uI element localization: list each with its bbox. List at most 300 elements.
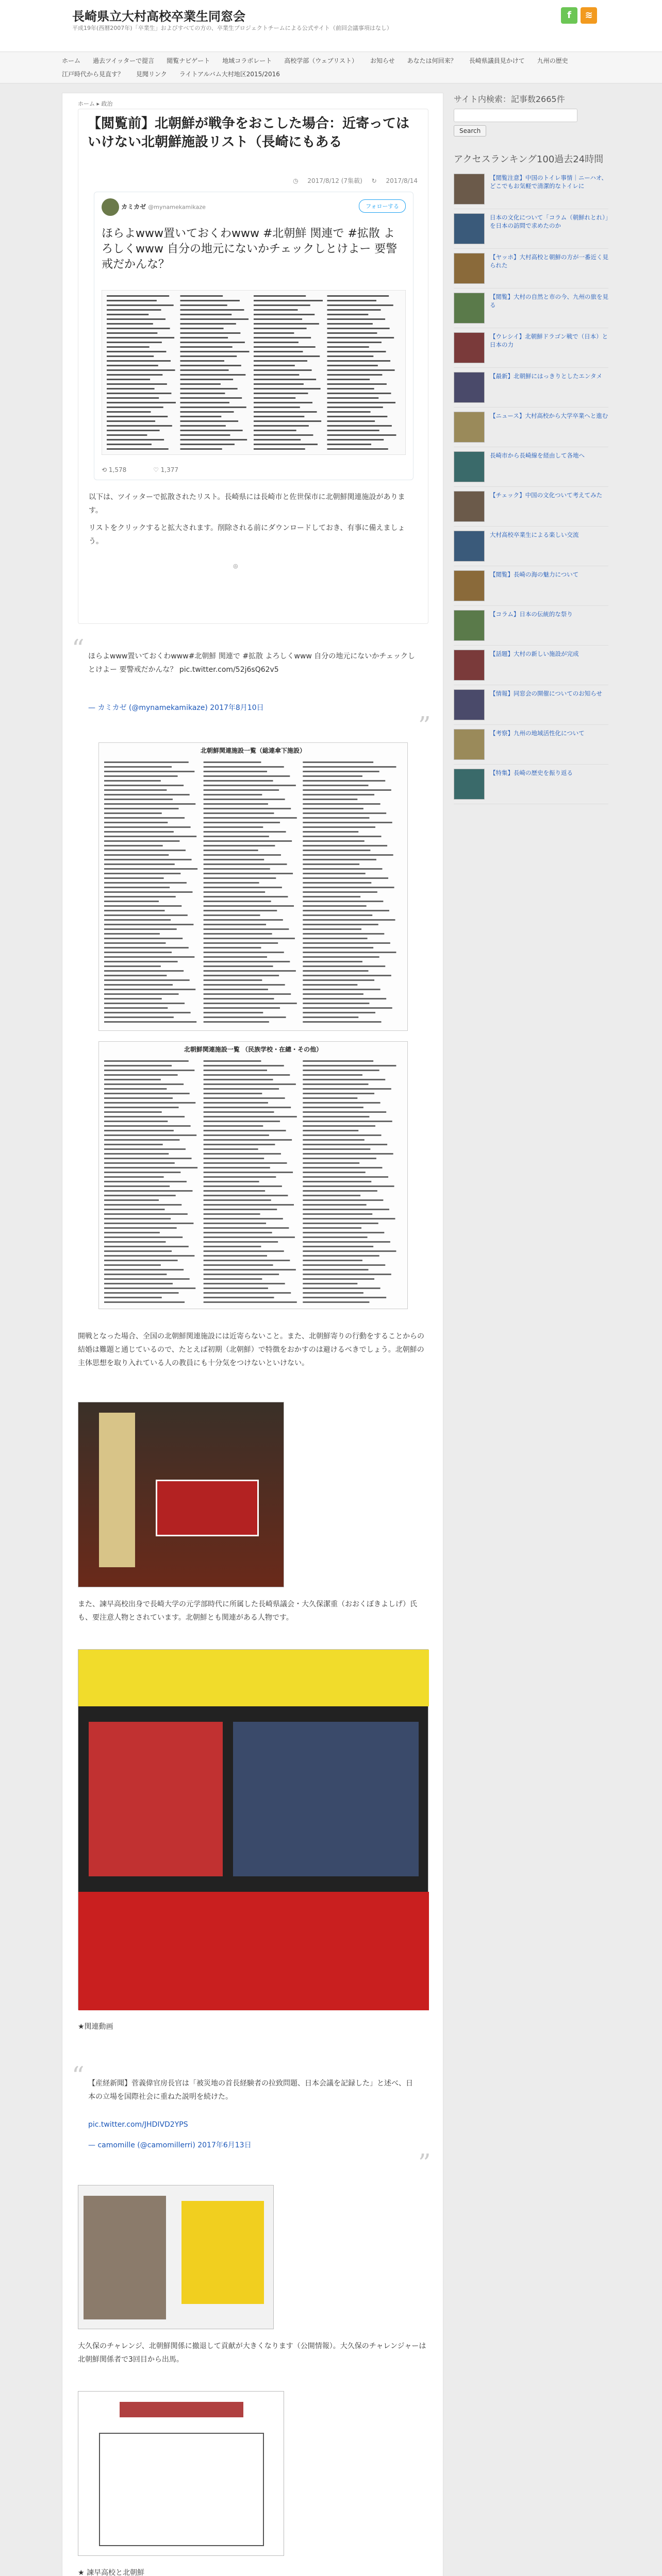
document-line xyxy=(303,789,391,791)
ranking-thumbnail[interactable] xyxy=(454,213,485,244)
nav-row-1 xyxy=(62,56,568,65)
document-line xyxy=(327,309,381,311)
document-line xyxy=(204,933,272,935)
document-line xyxy=(303,961,362,962)
document-line xyxy=(303,1139,364,1141)
document-line xyxy=(180,388,238,389)
document-line xyxy=(254,355,320,357)
document-line xyxy=(327,383,387,385)
document-line xyxy=(327,328,390,329)
document-line xyxy=(327,416,388,417)
document-line xyxy=(303,1125,375,1127)
document-line xyxy=(107,369,175,371)
document-line xyxy=(204,840,292,842)
document-line xyxy=(303,1195,360,1196)
document-line xyxy=(303,1093,374,1094)
nav-item[interactable]: あなたは何回来？ xyxy=(407,57,457,64)
document-line xyxy=(204,1083,296,1085)
embed-footer: ◎ xyxy=(233,563,238,569)
document-line xyxy=(180,342,245,343)
document-line xyxy=(303,840,364,842)
document-line xyxy=(204,1079,273,1080)
ranking-thumbnail[interactable] xyxy=(454,293,485,324)
document-line xyxy=(104,1139,179,1141)
document-line xyxy=(104,859,192,860)
document-line xyxy=(204,1283,285,1284)
ranking-link[interactable]: 【話題】大村の新しい施設が完成 xyxy=(490,650,579,657)
document-line xyxy=(254,346,316,348)
document-line xyxy=(107,379,150,380)
ranking-thumbnail[interactable] xyxy=(454,610,485,641)
tweet-quote-attribution[interactable]: — camomille (@camomillerri) 2017年6月13日 xyxy=(88,2141,252,2149)
document-line xyxy=(204,877,276,879)
ranking-item[interactable] xyxy=(454,725,608,765)
document-line xyxy=(107,318,166,320)
document-line xyxy=(204,1012,263,1013)
document-line xyxy=(303,1074,362,1076)
ranking-item[interactable] xyxy=(454,447,608,487)
document-line xyxy=(180,439,247,440)
document-line xyxy=(254,365,295,366)
ranking-item[interactable] xyxy=(454,249,608,289)
poster-header xyxy=(78,1650,429,1706)
protest-photo[interactable] xyxy=(78,1402,284,1587)
ranking-item[interactable] xyxy=(454,566,608,606)
ranking-thumbnail[interactable] xyxy=(454,689,485,720)
document-line xyxy=(204,1269,296,1270)
document-line xyxy=(104,947,189,948)
document-line xyxy=(254,416,304,417)
document-line xyxy=(104,1185,170,1187)
nav-item[interactable]: 地域コラボレート xyxy=(222,57,272,64)
image-caption: 北朝鮮関連施設一覧 （民族学校・在總・その他） xyxy=(184,1046,323,1053)
document-line xyxy=(303,1297,386,1298)
document-line xyxy=(303,761,373,763)
document-line xyxy=(104,1241,166,1243)
document-line xyxy=(303,803,380,805)
ranking-link[interactable]: 【情報】同窓会の開催についてのお知らせ xyxy=(490,690,602,697)
nav-item[interactable]: 高校学部（ウェブリスト） xyxy=(284,57,358,64)
document-line xyxy=(107,411,151,413)
retweet-icon[interactable]: ⟲ 1,578 xyxy=(102,466,127,473)
document-line xyxy=(204,1130,286,1131)
document-line xyxy=(303,1021,381,1023)
document-line xyxy=(303,1199,383,1201)
document-line xyxy=(204,1250,284,1252)
nav-item[interactable]: 江戸時代から見直す？ xyxy=(62,71,124,78)
document-line xyxy=(204,961,290,962)
document-line xyxy=(104,863,175,865)
document-line xyxy=(204,1088,279,1090)
document-line xyxy=(303,1250,396,1252)
document-line xyxy=(104,896,176,897)
document-line xyxy=(204,1021,269,1023)
document-line xyxy=(204,1218,283,1219)
document-line xyxy=(303,924,378,925)
document-line xyxy=(303,914,372,916)
ranking-item[interactable] xyxy=(454,408,608,447)
nav-item[interactable]: 九州の歴史 xyxy=(537,57,568,64)
document-line xyxy=(303,1181,371,1182)
document-line xyxy=(327,369,395,371)
poster-footer xyxy=(78,1892,429,2010)
search-button[interactable]: Search xyxy=(454,125,486,137)
document-line xyxy=(204,993,291,995)
ranking-thumbnail[interactable] xyxy=(454,531,485,562)
diagram-frame xyxy=(99,2433,264,2546)
nav-item[interactable]: お知らせ xyxy=(370,57,395,64)
document-line xyxy=(204,975,279,976)
document-line xyxy=(104,1181,187,1182)
document-line xyxy=(327,374,383,376)
search-heading: サイト内検索：記事数2665件 xyxy=(454,94,565,104)
document-line xyxy=(327,295,389,297)
tweet-quote-attribution[interactable]: — カミカゼ (@mynamekamikaze) 2017年8月10日 xyxy=(88,704,264,712)
document-line xyxy=(107,360,171,362)
document-line xyxy=(204,1204,294,1206)
document-line xyxy=(254,388,321,389)
document-line xyxy=(107,351,166,352)
document-line xyxy=(204,1301,297,1303)
ranking-thumbnail[interactable] xyxy=(454,729,485,760)
document-line xyxy=(104,1107,179,1108)
document-line xyxy=(303,952,396,953)
document-line xyxy=(204,1074,290,1076)
tweet-quote-link[interactable]: pic.twitter.com/JHDIVD2YPS xyxy=(88,2121,188,2129)
ranking-item[interactable] xyxy=(454,487,608,527)
nav-item[interactable]: 過去ツイッターで提言 xyxy=(93,57,155,64)
rss-icon[interactable]: ≋ xyxy=(581,7,597,24)
site-title[interactable]: 長崎県立大村高校卒業生同窓会 xyxy=(72,9,245,24)
document-line xyxy=(303,1148,370,1150)
ranking-link[interactable]: 【特集】長崎の歴史を振り返る xyxy=(490,769,573,776)
document-line xyxy=(104,1172,180,1173)
document-line xyxy=(303,979,374,981)
document-line xyxy=(104,1012,191,1013)
facility-list-image[interactable] xyxy=(98,742,408,1031)
document-line xyxy=(303,1190,377,1192)
document-line xyxy=(303,1097,357,1099)
document-line xyxy=(254,360,307,362)
search-input[interactable] xyxy=(454,109,577,122)
document-line xyxy=(204,1093,262,1094)
ranking-link[interactable]: 【コラム】日本の伝統的な祭り xyxy=(490,611,573,618)
ranking-thumbnail[interactable] xyxy=(454,174,485,205)
poster-image[interactable] xyxy=(78,1649,428,2010)
document-line xyxy=(303,836,381,837)
document-line xyxy=(303,1292,363,1294)
document-line xyxy=(180,425,226,427)
ranking-thumbnail[interactable] xyxy=(454,372,485,403)
document-line xyxy=(104,826,191,828)
document-line xyxy=(180,328,224,329)
body-paragraph: 以下は、ツイッターで拡散されたリスト。長崎県には長崎市と佐世保市に北朝鮮関連施設があります。 xyxy=(89,493,405,515)
document-line xyxy=(104,993,179,995)
nav-item[interactable]: 閲覧ナビゲート xyxy=(167,57,210,64)
ranking-item[interactable] xyxy=(454,368,608,408)
document-line xyxy=(204,942,278,944)
document-line xyxy=(107,374,162,376)
tweet-author-handle[interactable]: @mynamekamikaze xyxy=(148,204,206,211)
document-line xyxy=(204,970,296,972)
ranking-item[interactable] xyxy=(454,170,608,209)
ranking-item[interactable] xyxy=(454,646,608,685)
document-line xyxy=(104,1162,175,1164)
document-line xyxy=(180,346,233,348)
ranking-thumbnail[interactable] xyxy=(454,570,485,601)
ranking-item[interactable] xyxy=(454,765,608,804)
document-line xyxy=(254,434,313,436)
document-line xyxy=(254,314,315,315)
document-line xyxy=(327,323,373,325)
politician-poster[interactable] xyxy=(78,2185,274,2329)
ranking-link[interactable]: 【最新】北朝鮮にはっきりとしたエンタメ xyxy=(490,372,603,380)
document-line xyxy=(107,444,152,445)
document-line xyxy=(303,1287,380,1289)
post-meta xyxy=(88,176,418,185)
document-line xyxy=(327,439,384,440)
ranking-thumbnail[interactable] xyxy=(454,769,485,800)
document-line xyxy=(327,332,377,334)
nav-item[interactable]: 見聞リンク xyxy=(136,71,167,78)
document-line xyxy=(303,1185,394,1187)
nav-item[interactable]: ライトアルバム大村地区2015/2016 xyxy=(179,71,280,78)
document-line xyxy=(303,771,379,772)
document-line xyxy=(204,1111,274,1113)
refresh-icon: ↻ xyxy=(371,177,377,184)
document-line xyxy=(303,1060,373,1062)
document-line xyxy=(327,393,391,394)
feedly-icon[interactable]: f xyxy=(561,7,577,24)
document-line xyxy=(104,1097,173,1099)
document-line xyxy=(303,947,373,948)
document-line xyxy=(104,836,196,837)
document-line xyxy=(327,314,369,315)
follow-button[interactable]: フォローする xyxy=(359,199,406,213)
tweet-text: ほらよwww置いておくわwww #北朝鮮 関連で #拡散 よろしくwww 自分の地元にないかチェックしとけよー 要警戒だかんな？ xyxy=(102,227,398,271)
ranking-item[interactable] xyxy=(454,685,608,725)
document-line xyxy=(180,420,239,422)
document-line xyxy=(204,1167,270,1168)
document-line xyxy=(303,799,357,800)
document-line xyxy=(303,868,382,870)
document-line xyxy=(204,1264,273,1266)
document-line xyxy=(204,859,264,860)
document-line xyxy=(204,799,285,800)
document-line xyxy=(104,785,184,786)
document-line xyxy=(180,444,235,445)
nav-item[interactable]: 長崎県議員見かけて xyxy=(469,57,525,64)
document-line xyxy=(204,956,267,958)
ranking-thumbnail[interactable] xyxy=(454,451,485,482)
document-line xyxy=(104,1301,185,1303)
document-line xyxy=(204,1158,264,1159)
document-line xyxy=(104,933,160,935)
ranking-link[interactable]: 【考察】九州の地域活性化について xyxy=(490,730,585,737)
document-line xyxy=(204,836,269,837)
document-line xyxy=(303,956,379,958)
document-line xyxy=(104,1148,186,1150)
document-line xyxy=(254,328,307,329)
document-line xyxy=(104,845,163,846)
document-line xyxy=(104,822,168,823)
list-document-image[interactable] xyxy=(102,290,406,455)
document-line xyxy=(104,1125,191,1127)
ranking-link[interactable]: 大村高校卒業生による楽しい交流 xyxy=(490,531,579,538)
document-line xyxy=(303,766,396,768)
document-line xyxy=(204,794,262,795)
ranking-link[interactable]: 【閲覧注意】中国のトイレ事情｜ニーハオ、どこでもお気軽で清潔的なトイレに xyxy=(490,174,607,190)
document-table xyxy=(99,756,407,1029)
document-line xyxy=(104,799,173,800)
document-line xyxy=(204,1292,291,1294)
document-line xyxy=(104,1199,159,1201)
poster-panel xyxy=(233,1722,419,1876)
ranking-link[interactable]: 【閲覧】大村の自然と市の今、九州の旅を見る xyxy=(490,293,608,309)
document-line xyxy=(104,775,178,777)
breadcrumb[interactable]: ホーム ▸ 政治 xyxy=(78,100,113,107)
document-line xyxy=(254,323,319,325)
document-line xyxy=(204,766,284,768)
document-line xyxy=(204,1162,287,1164)
document-line xyxy=(104,979,190,981)
document-line xyxy=(327,448,388,450)
document-line xyxy=(303,1172,365,1173)
document-line xyxy=(104,1190,192,1192)
document-line xyxy=(204,887,282,888)
document-line xyxy=(107,304,174,306)
document-line xyxy=(107,383,167,385)
document-line xyxy=(104,914,188,916)
document-line xyxy=(303,1255,379,1257)
document-line xyxy=(180,304,227,306)
body-paragraph: 大久保のチャレンジ、北朝鮮関係に撤退して貢献が大きくなります（公開情報）。大久保のチャレンジャーは北朝鮮関係者で3回目から出馬。 xyxy=(78,2342,426,2364)
document-line xyxy=(204,850,258,851)
document-line xyxy=(104,1278,190,1280)
document-line xyxy=(204,919,283,921)
document-line xyxy=(254,444,318,445)
document-line xyxy=(204,998,274,999)
poster-panel xyxy=(89,1722,223,1876)
document-line xyxy=(303,1213,372,1215)
document-line xyxy=(180,295,223,297)
document-line xyxy=(303,1232,384,1233)
document-line xyxy=(180,337,228,338)
document-line xyxy=(104,1227,177,1229)
ranking-item[interactable] xyxy=(454,209,608,249)
nav-item[interactable]: ホーム xyxy=(62,57,81,64)
ranking-thumbnail[interactable] xyxy=(454,332,485,363)
document-line xyxy=(104,1232,160,1233)
document-line xyxy=(303,775,362,777)
document-line xyxy=(104,761,189,763)
document-line xyxy=(104,942,166,944)
document-line xyxy=(254,393,308,394)
ranking-link[interactable]: 日本の文化について「コラム（朝鮮れとれ）」を日本の訪問で求めたのか xyxy=(490,214,608,229)
document-line xyxy=(254,369,312,371)
document-line xyxy=(107,342,162,343)
document-line xyxy=(104,1255,194,1257)
document-line xyxy=(104,901,159,902)
document-line xyxy=(303,1162,359,1164)
document-line xyxy=(303,1246,373,1247)
ranking-item[interactable] xyxy=(454,328,608,368)
document-line xyxy=(104,808,179,809)
document-line xyxy=(104,891,192,893)
document-line xyxy=(204,1007,280,1009)
like-icon[interactable]: ♡ 1,377 xyxy=(153,466,178,473)
document-line xyxy=(303,812,386,814)
document-line xyxy=(107,434,147,436)
document-line xyxy=(254,420,321,422)
document-line xyxy=(303,1130,358,1131)
document-line xyxy=(303,1204,366,1206)
document-line xyxy=(107,402,176,403)
document-line xyxy=(303,993,363,995)
body-paragraph: また、諫早高校出身で長崎大学の元学部時代に所属した長崎県議会・大久保潔重（おおくぼきよしげ）氏も、要注意人物とされています。北朝鮮とも関連がある人物です。 xyxy=(78,1600,417,1622)
ranking-link[interactable]: 【閲覧】長崎の海の魅力について xyxy=(490,571,579,578)
document-line xyxy=(204,1181,259,1182)
document-line xyxy=(327,420,375,422)
tweet-author-name[interactable]: カミカゼ xyxy=(121,203,146,211)
document-line xyxy=(204,831,286,833)
document-line xyxy=(107,314,148,315)
document-line xyxy=(204,984,285,986)
document-line xyxy=(204,1297,274,1298)
document-line xyxy=(204,905,294,907)
document-line xyxy=(104,1195,176,1196)
ranking-link[interactable]: 長崎市から長崎線を経由して各地へ xyxy=(490,452,585,459)
document-line xyxy=(204,1246,261,1247)
document-line xyxy=(204,826,263,828)
site-header xyxy=(0,0,662,52)
document-line xyxy=(303,873,365,874)
document-line xyxy=(303,1176,388,1178)
document-line xyxy=(327,425,392,427)
ranking-thumbnail[interactable] xyxy=(454,412,485,443)
document-line xyxy=(104,1121,168,1122)
ranking-thumbnail[interactable] xyxy=(454,253,485,284)
ranking-link[interactable]: 【ヤッホ】大村高校と朝鮮の方が一番近く見られた xyxy=(490,253,608,269)
document-line xyxy=(204,1223,266,1224)
document-line xyxy=(107,439,164,440)
ranking-link[interactable]: 【ウレシイ】北朝鮮ドラゴン戦で（日本）と日本の力 xyxy=(490,333,608,348)
facility-list-image-2[interactable] xyxy=(98,1041,408,1309)
document-line xyxy=(327,444,372,445)
ranking-item[interactable] xyxy=(454,606,608,646)
document-line xyxy=(107,323,153,325)
document-line xyxy=(327,411,371,413)
document-line xyxy=(104,1130,174,1131)
ranking-thumbnail[interactable] xyxy=(454,491,485,522)
document-line xyxy=(303,1083,368,1085)
document-line xyxy=(204,1227,289,1229)
ranking-item[interactable] xyxy=(454,289,608,328)
document-line xyxy=(107,355,154,357)
document-line xyxy=(303,965,385,967)
document-line xyxy=(204,1172,293,1173)
structure-diagram[interactable] xyxy=(78,2391,284,2556)
document-line xyxy=(204,1065,284,1066)
document-line xyxy=(104,789,167,791)
section-label: ★関連動画 xyxy=(78,2023,113,2031)
body-paragraph: 開戦となった場合、全国の北朝鮮関連施設には近寄らないこと。また、北朝鮮寄りの行動をすることからの結婚は難題と通じているので、たとえば初期（北朝鮮）で特徴をおかすのは避けるべきでしょう。北朝鮮の主体思想を取り入れている人の教員にも十分気をつけないといけない。 xyxy=(78,1332,424,1367)
ranking-link[interactable]: 【チェック】中国の文化ついて考えてみた xyxy=(490,492,603,499)
ranking-item[interactable] xyxy=(454,527,608,566)
ranking-thumbnail[interactable] xyxy=(454,650,485,681)
document-line xyxy=(303,1158,376,1159)
ranking-link[interactable]: 【ニュース】大村高校から大学卒業へと進む xyxy=(490,412,608,419)
